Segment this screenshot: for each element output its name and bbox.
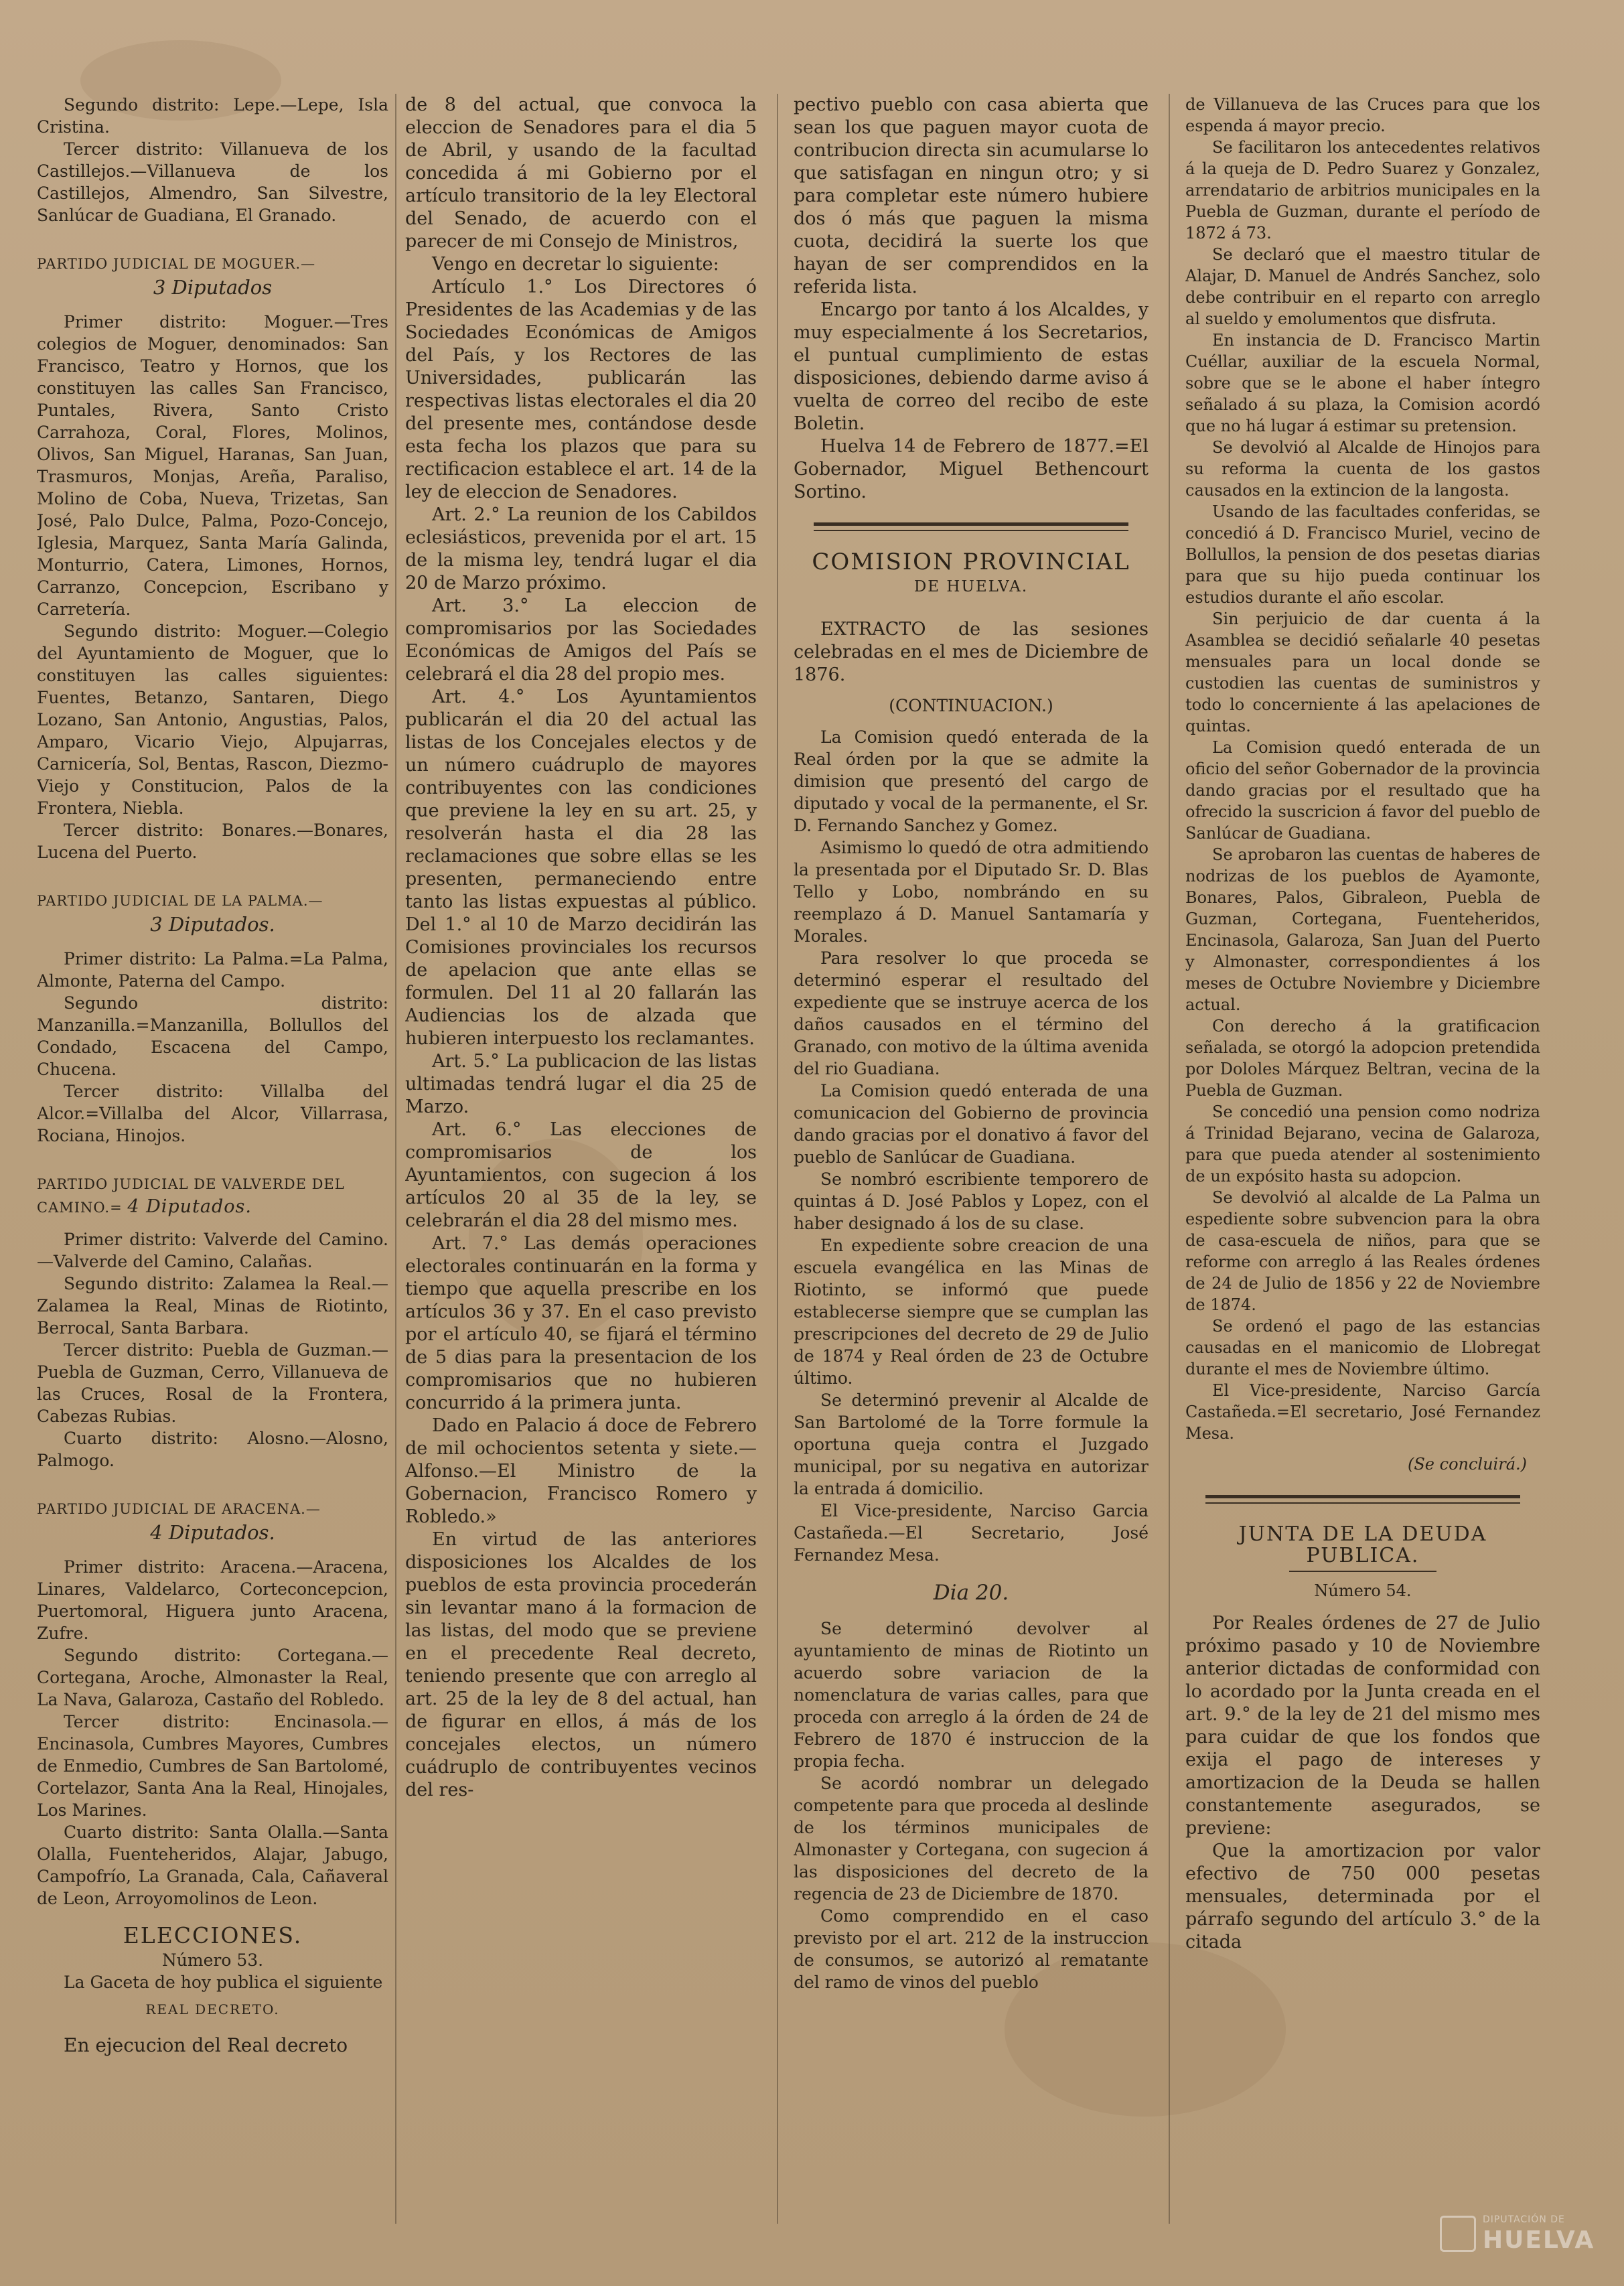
- paragraph: Segundo distrito: Cortegana.—Cortegana, Aroche, Almonaster la Real, La Nava, Galaroza, Castaño del Robledo.: [37, 1646, 388, 1709]
- paragraph: Se ordenó el pago de las estancias causadas en el manicomio de Llobregat durante el mes de Noviembre último.: [1185, 1317, 1540, 1378]
- column-4: [1185, 94, 1540, 2257]
- paragraph: Se devolvió al Alcalde de Hinojos para su reforma la cuenta de los gastos causados en la extincion de la langosta.: [1185, 438, 1540, 500]
- paragraph: Se nombró escribiente temporero de quintas á D. José Pablos y Lopez, con el haber designado á los de su clase.: [794, 1169, 1149, 1233]
- section-title: ELECCIONES.: [123, 1922, 303, 1948]
- paragraph: Cuarto distrito: Alosno.—Alosno, Palmogo.: [37, 1429, 388, 1470]
- paragraph: Se devolvió al alcalde de La Palma un espediente sobre subvencion para la obra de casa-escuela de niños, para que se reforme con arreglo á las Reales órdenes de 24 de Julio de 1856 y 22 de Noviembre de 1874.: [1185, 1188, 1540, 1314]
- paragraph: Artículo 1.° Los Directores ó Presidentes de las Academias y de las Sociedades Económicas de Amigos del País, y los Rectores de las Universidades, publicarán las respectivas listas electorales el dia 20 del presente mes, contándose desde esta fecha los plazos que para su rectificacion establece el art. 14 de la ley de eleccion de Senadores.: [405, 277, 757, 502]
- watermark-big-text: HUELVA: [1483, 2226, 1595, 2254]
- paragraph: Se concedió una pension como nodriza á Trinidad Bejarano, vecina de Galaroza, para que pueda atender al sostenimiento de un expósito hasta su adopcion.: [1185, 1102, 1540, 1186]
- paragraph: La Gaceta de hoy publica el siguiente: [64, 1973, 383, 1992]
- paragraph: Usando de las facultades conferidas, se concedió á D. Francisco Muriel, vecino de Bollullos, la pension de dos pesetas diarias para que su hijo pueda continuar los estudios durante el año escolar.: [1185, 502, 1540, 607]
- section-subheading: 3 Diputados.: [150, 913, 275, 936]
- section-subheading: 4 Diputados.: [150, 1521, 275, 1544]
- paragraph: pectivo pueblo con casa abierta que sean los que paguen mayor cuota de contribucion directa sin acumularse lo que satisfagan en ningun otro; y si para completar este número hubiere dos ó más que paguen la misma cuota, decidirá la suerte los que hayan de ser comprendidos en la referida lista.: [794, 94, 1149, 297]
- paragraph: Segundo distrito: Lepe.—Lepe, Isla Cristina.: [37, 95, 388, 137]
- title-rule: [1289, 1571, 1436, 1572]
- paragraph: Art. 4.° Los Ayuntamientos publicarán el dia 20 del actual las listas de los Concejales electos y de un número cuádruplo de mayores contribuyentes con las condiciones que previene la ley en su art. 25, y resolverán hasta el dia 28 las reclamaciones que sobre ellas se les presenten, permaneciendo entre tanto las listas expuestas al público. Del 1.° al 10 de Marzo decidirán las Comisiones provinciales los recursos de apelacion que ante ellas se formulen. Del 11 al 20 fallarán las Audiencias los de alzada que hubieren interpuesto los reclamantes.: [405, 687, 757, 1049]
- paragraph: Primer distrito: Valverde del Camino.—Valverde del Camino, Calañas.: [37, 1230, 388, 1271]
- paragraph: Asimismo lo quedó de otra admitiendo la presentada por el Diputado Sr. D. Blas Tello y Lobo, nombrándo en su reemplazo á D. Manuel Santamaría y Morales.: [794, 838, 1149, 946]
- column-3: [794, 94, 1149, 2257]
- issue-number: Número 53.: [161, 1950, 264, 1970]
- paragraph: Segundo distrito: Manzanilla.=Manzanilla, Bollullos del Condado, Escacena del Campo, Chucena.: [37, 993, 388, 1079]
- section-subtitle: DE HUELVA.: [913, 578, 1029, 595]
- section-heading: [37, 1173, 388, 1219]
- paragraph: La Comision quedó enterada de la Real órden por la que se admite la dimision que presentó del cargo de diputado y vocal de la permanente, el Sr. D. Fernando Sanchez y Gomez.: [794, 727, 1149, 835]
- decree-heading: REAL DECRETO.: [145, 2001, 280, 2017]
- paragraph: Tercer distrito: Puebla de Guzman.—Puebla de Guzman, Cerro, Villanueva de las Cruces, Rosal de la Frontera, Cabezas Rubias.: [37, 1340, 388, 1426]
- section-subheading: 3 Diputados: [153, 276, 273, 299]
- column-rule: [1169, 94, 1170, 2224]
- continuation-note: (CONTINUACION.): [889, 696, 1053, 715]
- paragraph: Con derecho á la gratificacion señalada, se otorgó la adopcion pretendida por Dololes Márquez Beltran, vecina de la Puebla de Guzman.: [1185, 1017, 1540, 1100]
- section-divider: [814, 530, 1128, 531]
- paragraph: En expediente sobre creacion de una escuela evangélica en las Minas de Riotinto, se informó que puede establecerse siempre que se cumplan las prescripciones del decreto de 29 de Julio de 1874 y Real órden de 23 de Octubre último.: [794, 1236, 1149, 1388]
- to-be-concluded-note: (Se concluirá.): [1407, 1455, 1527, 1474]
- paragraph: El Vice-presidente, Narciso García Castañeda.=El secretario, José Fernandez Mesa.: [1185, 1381, 1540, 1443]
- section-heading: PARTIDO JUDICIAL DE MOGUER.—: [37, 256, 316, 272]
- paragraph: Sin perjuicio de dar cuenta á la Asamblea se decidió señalarle 40 pesetas mensuales para un local donde se custodien las cuentas de suministros y todo lo concerniente á las apelaciones de quintas.: [1185, 610, 1540, 735]
- paragraph: Tercer distrito: Bonares.—Bonares, Lucena del Puerto.: [37, 820, 388, 862]
- paragraph: Primer distrito: Aracena.—Aracena, Linares, Valdelarco, Corteconcepcion, Puertomoral, Higuera junto Aracena, Zufre.: [37, 1557, 388, 1643]
- paragraph: Primer distrito: La Palma.=La Palma, Almonte, Paterna del Campo.: [37, 949, 388, 991]
- paragraph: La Comision quedó enterada de un oficio del señor Gobernador de la provincia dando gracias por el resultado que ha ofrecido la suscricion á favor del pueblo de Sanlúcar de Guadiana.: [1185, 738, 1540, 843]
- paragraph: En ejecucion del Real decreto: [64, 2034, 348, 2056]
- column-1: [37, 94, 388, 2257]
- watermark-small-text: DIPUTACIÓN DE: [1483, 2214, 1565, 2225]
- paragraph: Tercer distrito: Villanueva de los Castillejos.—Villanueva de los Castillejos, Almendro, San Silvestre, Sanlúcar de Guadiana, El Granado.: [37, 139, 388, 225]
- paragraph: Tercer distrito: Encinasola.—Encinasola, Cumbres Mayores, Cumbres de Enmedio, Cumbres de San Bartolomé, Cortelazor, Santa Ana la Real, Hinojales, Los Marines.: [37, 1712, 388, 1820]
- paragraph: Segundo distrito: Zalamea la Real.—Zalamea la Real, Minas de Riotinto, Berrocal, Santa Barbara.: [37, 1274, 388, 1338]
- paragraph: Cuarto distrito: Santa Olalla.—Santa Olalla, Fuenteheridos, Alajar, Jabugo, Campofrío, La Granada, Cala, Cañaveral de Leon, Arroyomolinos de Leon.: [37, 1823, 388, 1908]
- paragraph: Que la amortizacion por valor efectivo de 750 000 pesetas mensuales, determinada por el párrafo segundo del artículo 3.° de la citada: [1185, 1841, 1540, 1952]
- paragraph: de Villanueva de las Cruces para que los espenda á mayor precio.: [1185, 95, 1540, 135]
- column-rule: [395, 94, 396, 2224]
- section-heading: PARTIDO JUDICIAL DE ARACENA.—: [37, 1501, 321, 1517]
- paragraph: Vengo en decretar lo siguiente:: [432, 254, 719, 275]
- paragraph: Por Reales órdenes de 27 de Julio próximo pasado y 10 de Noviembre anterior dictadas de conformidad con lo acordado por la Junta creada en el art. 9.° de la ley de 21 del mismo mes para cuidar de que los fondos que exija el pago de intereses y amortizacion de la Deuda se hallen constantemente asegurados, se previene:: [1185, 1613, 1540, 1839]
- section-subheading: 4 Diputados.: [127, 1196, 252, 1217]
- paragraph: Para resolver lo que proceda se determinó esperar el resultado del expediente que se instruye acerca de los daños causados en el término del Granado, con motivo de la última avenida del rio Guadiana.: [794, 948, 1149, 1078]
- column-rule: [777, 94, 778, 2224]
- paragraph: Art. 2.° La reunion de los Cabildos eclesiásticos, prevenida por el art. 15 de la misma ley, tendrá lugar el dia 20 de Marzo próximo.: [405, 504, 757, 593]
- archive-logo-icon: [1440, 2216, 1476, 2252]
- paragraph: Tercer distrito: Villalba del Alcor.=Villalba del Alcor, Villarrasa, Rociana, Hinojos.: [37, 1082, 388, 1145]
- paragraph: Art. 7.° Las demás operaciones electorales continuarán en la forma y tiempo que aquella prescribe en los artículos 36 y 37. En el caso previsto por el artículo 40, se fijará el término de 5 dias para la presentacion de los compromisarios que no hubieren concurrido á la primera junta.: [405, 1233, 757, 1413]
- extract-heading: EXTRACTO de las sesiones celebradas en el mes de Diciembre de 1876.: [794, 619, 1149, 685]
- issue-number: Número 54.: [1314, 1581, 1412, 1600]
- paragraph: Dado en Palacio á doce de Febrero de mil ochocientos setenta y siete.—Alfonso.—El Ministro de la Gobernacion, Francisco Romero y Robledo.»: [405, 1415, 757, 1527]
- paragraph: Segundo distrito: Moguer.—Colegio del Ayuntamiento de Moguer, que lo constituyen las calles siguientes: Fuentes, Betanzo, Santaren, Diego Lozano, San Antonio, Angustias, Palos, Amparo, Vicario Viejo, Alpujarras, Carnicería, Sol, Bentas, Rascon, Diezmo-Viejo y Constitucion, Palos de la Frontera, Niebla.: [37, 622, 388, 818]
- paragraph: Art. 6.° Las elecciones de compromisarios de los Ayuntamientos, con sugecion á los artículos 20 al 35 de la ley, se celebrarán el dia 28 del mismo mes.: [405, 1119, 757, 1231]
- paragraph: Se aprobaron las cuentas de haberes de nodrizas de los pueblos de Ayamonte, Bonares, Palos, Gibraleon, Puebla de Guzman, Cortegana, Fuenteheridos, Encinasola, Galaroza, San Juan del Puerto y Almonaster, correspondientes á los meses de Octubre Noviembre y Diciembre actual.: [1185, 845, 1540, 1014]
- paragraph: Se declaró que el maestro titular de Alajar, D. Manuel de Andrés Sanchez, solo debe contribuir en el reparto con arreglo al sueldo y emolumentos que disfruta.: [1185, 245, 1540, 328]
- paragraph: La Comision quedó enterada de una comunicacion del Gobierno de provincia dando gracias por el donativo á favor del pueblo de Sanlúcar de Guadiana.: [794, 1081, 1149, 1167]
- paragraph: Art. 3.° La eleccion de compromisarios por las Sociedades Económicas de Amigos del País se celebrará el dia 28 del propio mes.: [405, 595, 757, 685]
- paragraph: Se acordó nombrar un delegado competente para que proceda al deslinde de los términos municipales de Almonaster y Cortegana, con sugecion á las disposiciones del decreto de la regencia de 23 de Diciembre de 1870.: [794, 1774, 1149, 1904]
- paragraph: Encargo por tanto á los Alcaldes, y muy especialmente á los Secretarios, el puntual cumplimiento de estas disposiciones, debiendo darme aviso á vuelta de correo del recibo de este Boletin.: [794, 299, 1149, 434]
- paragraph: Se determinó prevenir al Alcalde de San Bartolomé de la Torre formule la oportuna queja contra el Juzgado municipal, por su negativa en autorizar la entrada á domicilio.: [794, 1390, 1149, 1498]
- section-heading: PARTIDO JUDICIAL DE LA PALMA.—: [37, 893, 323, 909]
- paragraph: En virtud de las anteriores disposiciones los Alcaldes de los pueblos de esta provincia procederán sin levantar mano á la formacion de las listas, del modo que se previene en el precedente Real decreto, teniendo presente que con arreglo al art. 25 de la ley de 8 del actual, han de figurar en ellos, á más de los concejales electos, un número cuádruplo de contribuyentes vecinos del res-: [405, 1529, 757, 1800]
- column-2: [405, 94, 757, 2257]
- session-date-heading: Dia 20.: [933, 1581, 1009, 1605]
- paragraph: El Vice-presidente, Narciso Garcia Castañeda.—El Secretario, José Fernandez Mesa.: [794, 1501, 1149, 1565]
- section-divider: [1205, 1495, 1520, 1498]
- section-divider: [1205, 1502, 1520, 1504]
- paragraph: de 8 del actual, que convoca la eleccion de Senadores para el dia 5 de Abril, y usando de la facultad concedida á mi Gobierno por el artículo transitorio de la ley Electoral del Senado, de acuerdo con el parecer de mi Consejo de Ministros,: [405, 94, 757, 252]
- paragraph: Art. 5.° La publicacion de las listas ultimadas tendrá lugar el dia 25 de Marzo.: [405, 1051, 757, 1117]
- paragraph: Como comprendido en el caso previsto por el art. 212 de la instruccion de consumos, se autorizó al rematante del ramo de vinos del pueblo: [794, 1906, 1149, 1992]
- section-title: COMISION PROVINCIAL: [812, 549, 1130, 575]
- section-heading-text: PARTIDO JUDICIAL DE VALVERDE DEL CAMINO.=: [37, 1176, 345, 1216]
- section-title: JUNTA DE LA DEUDA PUBLICA.: [1238, 1522, 1487, 1567]
- paragraph: Primer distrito: Moguer.—Tres colegios de Moguer, denominados: San Francisco, Teatro y Hornos, que los constituyen las calles San Francisco, Puntales, Rivera, Santo Cristo Carrahoza, Coral, Flores, Molinos, Olivos, San Miguel, Haranas, San Juan, Trasmuros, Monjas, Areña, Paraliso, Molino de Coba, Nueva, Trizetas, San José, Palo Dulce, Palma, Pozo-Concejo, Iglesia, Marquez, Santa María Galinda, Monturrio, Catera, Limones, Hornos, Carranzo, Concepcion, Escribano y Carretería.: [37, 312, 388, 619]
- paragraph: Huelva 14 de Febrero de 1877.=El Gobernador, Miguel Bethencourt Sortino.: [794, 436, 1149, 502]
- paragraph: Se determinó devolver al ayuntamiento de minas de Riotinto un acuerdo sobre variacion de la nomenclatura de varias calles, para que proceda con arreglo á la órden de 24 de Febrero de 1870 é instruccion de la propia fecha.: [794, 1619, 1149, 1771]
- paragraph: Se facilitaron los antecedentes relativos á la queja de D. Pedro Suarez y Gonzalez, arrendatario de arbitrios municipales en la Puebla de Guzman, durante el período de 1872 á 73.: [1185, 138, 1540, 242]
- section-divider: [814, 522, 1128, 526]
- archive-watermark: [1440, 2210, 1614, 2257]
- paragraph: En instancia de D. Francisco Martin Cuéllar, auxiliar de la escuela Normal, sobre que se le abone el haber íntegro señalado á su plaza, la Comision acordó que no há lugar á estimar su pretension.: [1185, 331, 1540, 435]
